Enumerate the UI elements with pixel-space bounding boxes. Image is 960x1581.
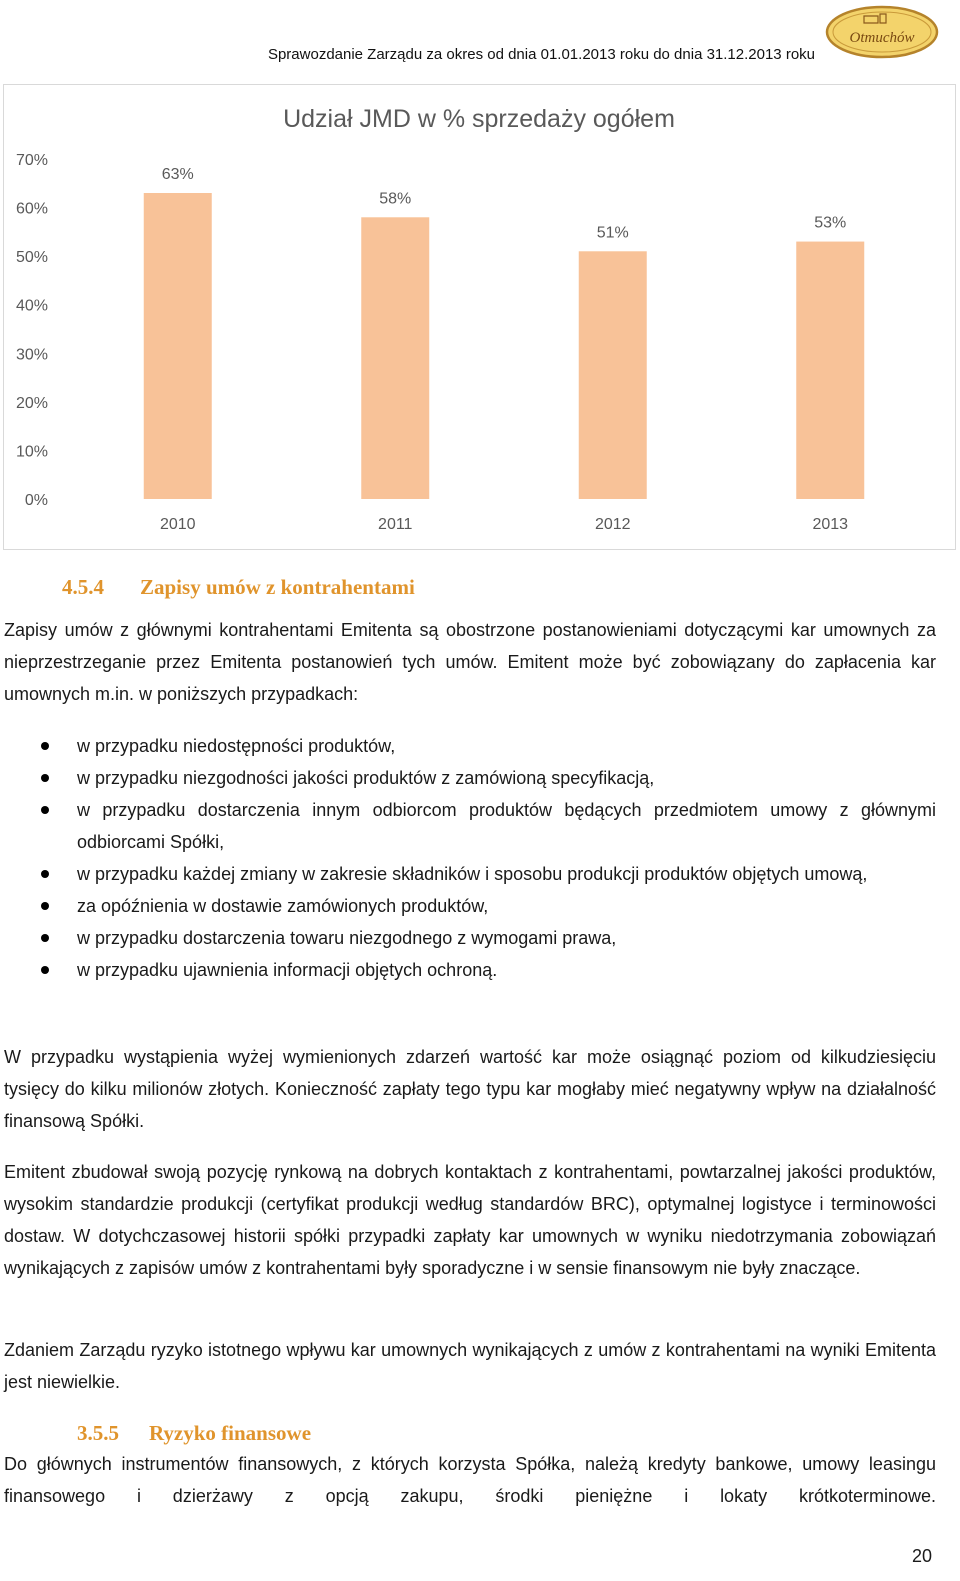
x-tick-label: 2010 (159, 516, 196, 533)
data-label: 63% (161, 166, 194, 183)
y-tick-label: 20% (15, 394, 48, 412)
x-tick-label: 2012 (594, 516, 631, 533)
list-item: w przypadku dostarczenia innym odbiorcom produktów będących przedmiotem umowy z głównymi odbiorcami Spółki, (0, 794, 936, 858)
bar (579, 251, 647, 499)
y-tick-label: 10% (15, 443, 48, 461)
page-number: 20 (911, 1546, 932, 1566)
section-title: Zapisy umów z kontrahentami (140, 575, 415, 599)
financial-risk-paragraph: Do głównych instrumentów finansowych, z których korzysta Spółka, należą kredyty bankowe, umowy leasingu finansowego i dzierżawy z opcją zakupu, środki pieniężne i lokaty krótkoterminowe. (4, 1454, 936, 1506)
bullet-icon (41, 870, 49, 878)
x-tick-label: 2013 (812, 516, 849, 533)
bullet-icon (41, 902, 49, 910)
x-tick-label: 2011 (378, 516, 413, 533)
y-axis (16, 152, 48, 509)
chart-canvas (4, 85, 957, 551)
logo-emblem (824, 4, 940, 60)
bar (361, 217, 429, 499)
list-item: w przypadku dostarczenia towaru niezgodnego z wymogami prawa, (0, 922, 936, 954)
list-item: w przypadku niedostępności produktów, (0, 730, 936, 762)
y-tick-label: 60% (15, 200, 48, 218)
management-opinion-paragraph: Zdaniem Zarządu ryzyko istotnego wpływu kar umownych wynikających z umów z kontrahentami na wyniki Emitenta jest niewielkie. (4, 1340, 936, 1392)
bar (144, 193, 212, 499)
list-item: w przypadku ujawnienia informacji objętych ochroną. (0, 954, 936, 986)
report-title: Sprawozdanie Zarządu za okres od dnia 01.01.2013 roku do dnia 31.12.2013 roku (267, 46, 815, 63)
section-number: 3.5.5 (77, 1421, 119, 1445)
list-item: w przypadku każdej zmiany w zakresie składników i sposobu produkcji produktów objętych umową, (0, 858, 936, 890)
y-tick-label: 40% (15, 297, 48, 315)
bar-chart (3, 84, 956, 550)
section-title: Ryzyko finansowe (149, 1421, 312, 1445)
bullet-icon (41, 742, 49, 750)
list-item: za opóźnienia w dostawie zamówionych produktów, (0, 890, 936, 922)
bullet-icon (41, 774, 49, 782)
bar-series (144, 166, 865, 499)
penalty-impact-paragraph: W przypadku wystąpienia wyżej wymienionych zdarzeń wartość kar może osiągnąć poziom od kilkudziesięciu tysięcy do kilku milionów złotych. Konieczność zapłaty tego typu kar mogłaby mieć negatywny wpływ na działalność finansową Spółki. (4, 1047, 936, 1131)
data-label: 53% (814, 214, 847, 232)
y-tick-label: 0% (24, 492, 48, 509)
data-label: 58% (379, 190, 412, 208)
intro-paragraph: Zapisy umów z głównymi kontrahentami Emitenta są obostrzone postanowieniami dotyczącymi kar umownych za nieprzestrzeganie przez Emitenta postanowień tych umów. Emitent może być zobowiązany do zapłacenia kar umownych m.in. w poniższych przypadkach: (4, 620, 936, 704)
market-position-paragraph: Emitent zbudował swoją pozycję rynkową na dobrych kontaktach z kontrahentami, powtarzalnej jakości produktów, wysokim standardzie produkcji (certyfikat produkcji według standardów BRC), optymalnej logistyce i terminowości dostaw. W dotychczasowej historii spółki przypadki zapłaty kar umownych w wyniku niedotrzymania zobowiązań wynikających z zapisów umów z kontrahentami były sporadyczne i w sensie finansowym nie były znaczące. (4, 1162, 936, 1278)
chart-title: Udział JMD w % sprzedaży ogółem (283, 105, 675, 133)
bullet-icon (41, 806, 49, 814)
penalty-cases-list (0, 730, 936, 986)
y-tick-label: 50% (15, 249, 48, 267)
data-label: 51% (596, 224, 629, 242)
list-item: w przypadku niezgodności jakości produktów z zamówioną specyfikacją, (0, 762, 936, 794)
logo-wordmark: Otmuchów (849, 30, 915, 46)
y-tick-label: 30% (15, 346, 48, 364)
y-tick-label: 70% (15, 152, 48, 169)
x-axis (160, 516, 848, 533)
section-number: 4.5.4 (62, 575, 104, 599)
section-heading-3-5-5 (77, 1421, 311, 1446)
bullet-icon (41, 934, 49, 942)
bullet-icon (41, 966, 49, 974)
company-logo (824, 4, 940, 60)
section-heading-4-5-4 (62, 575, 415, 600)
bar (796, 242, 864, 499)
